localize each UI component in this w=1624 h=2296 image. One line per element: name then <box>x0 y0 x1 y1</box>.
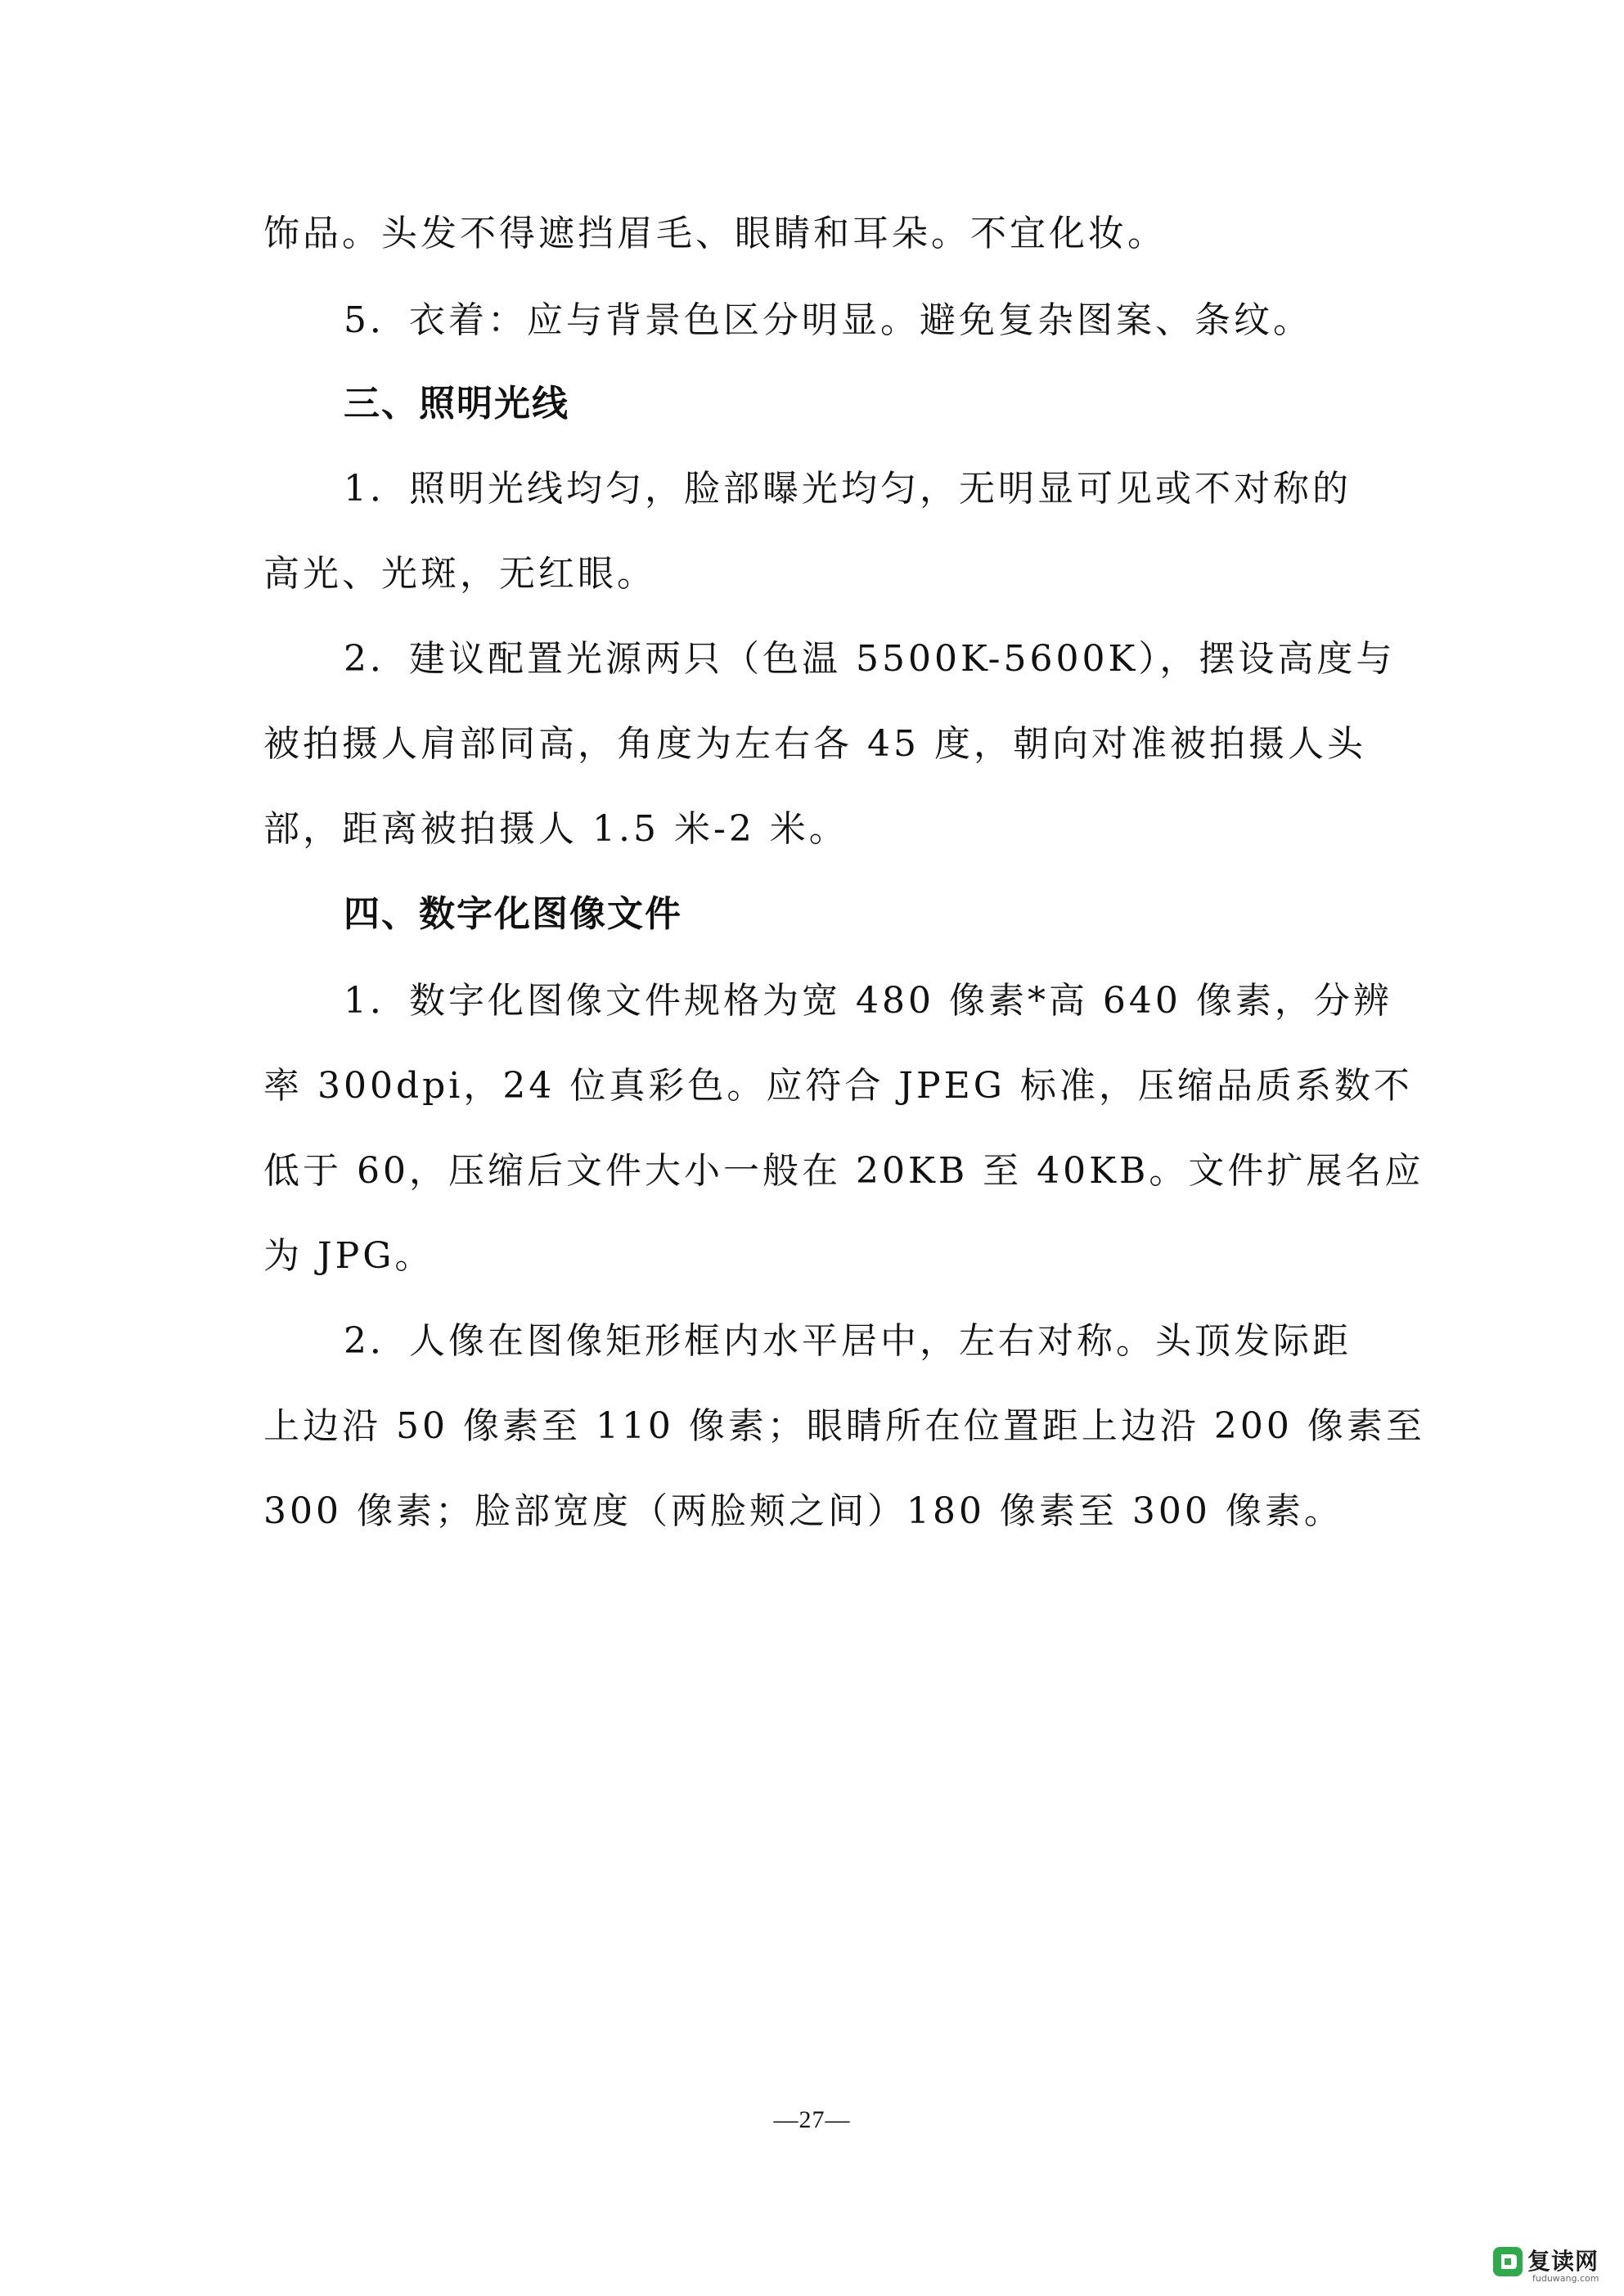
text-line: 率 300dpi，24 位真彩色。应符合 JPEG 标准，压缩品质系数不 <box>263 1065 1413 1107</box>
text-line: 部，距离被拍摄人 1.5 米-2 米。 <box>263 808 848 850</box>
text-line: 饰品。头发不得遮挡眉毛、眼睛和耳朵。不宜化妆。 <box>263 213 1167 254</box>
text-line: 上边沿 50 像素至 110 像素；眼睛所在位置距上边沿 200 像素至 <box>263 1405 1425 1447</box>
section-heading: 四、数字化图像文件 <box>344 893 682 935</box>
text-line: 被拍摄人肩部同高，角度为左右各 45 度，朝向对准被拍摄人头 <box>263 723 1366 765</box>
watermark-logo-icon <box>1491 2245 1524 2278</box>
text-line: 1．数字化图像文件规格为宽 480 像素*高 640 像素，分辨 <box>344 980 1392 1022</box>
watermark-title: 复读网 <box>1527 2248 1599 2275</box>
watermark-subtitle: fuduwang.com <box>1532 2273 1599 2284</box>
text-line: 高光、光斑，无红眼。 <box>263 553 656 595</box>
page-number: —27— <box>773 2106 851 2133</box>
text-line: 300 像素；脸部宽度（两脸颊之间）180 像素至 300 像素。 <box>263 1490 1343 1532</box>
watermark <box>1491 2239 1614 2288</box>
text-line: 2．人像在图像矩形框内水平居中，左右对称。头顶发际距 <box>344 1320 1352 1362</box>
text-line: 5．衣着：应与背景色区分明显。避免复杂图案、条纹。 <box>344 299 1312 341</box>
text-line: 低于 60，压缩后文件大小一般在 20KB 至 40KB。文件扩展名应 <box>263 1150 1424 1192</box>
text-line: 1．照明光线均匀，脸部曝光均匀，无明显可见或不对称的 <box>344 468 1352 510</box>
section-heading: 三、照明光线 <box>344 383 569 425</box>
text-line: 2．建议配置光源两只（色温 5500K-5600K），摆设高度与 <box>344 638 1396 680</box>
text-line: 为 JPG。 <box>263 1235 434 1277</box>
